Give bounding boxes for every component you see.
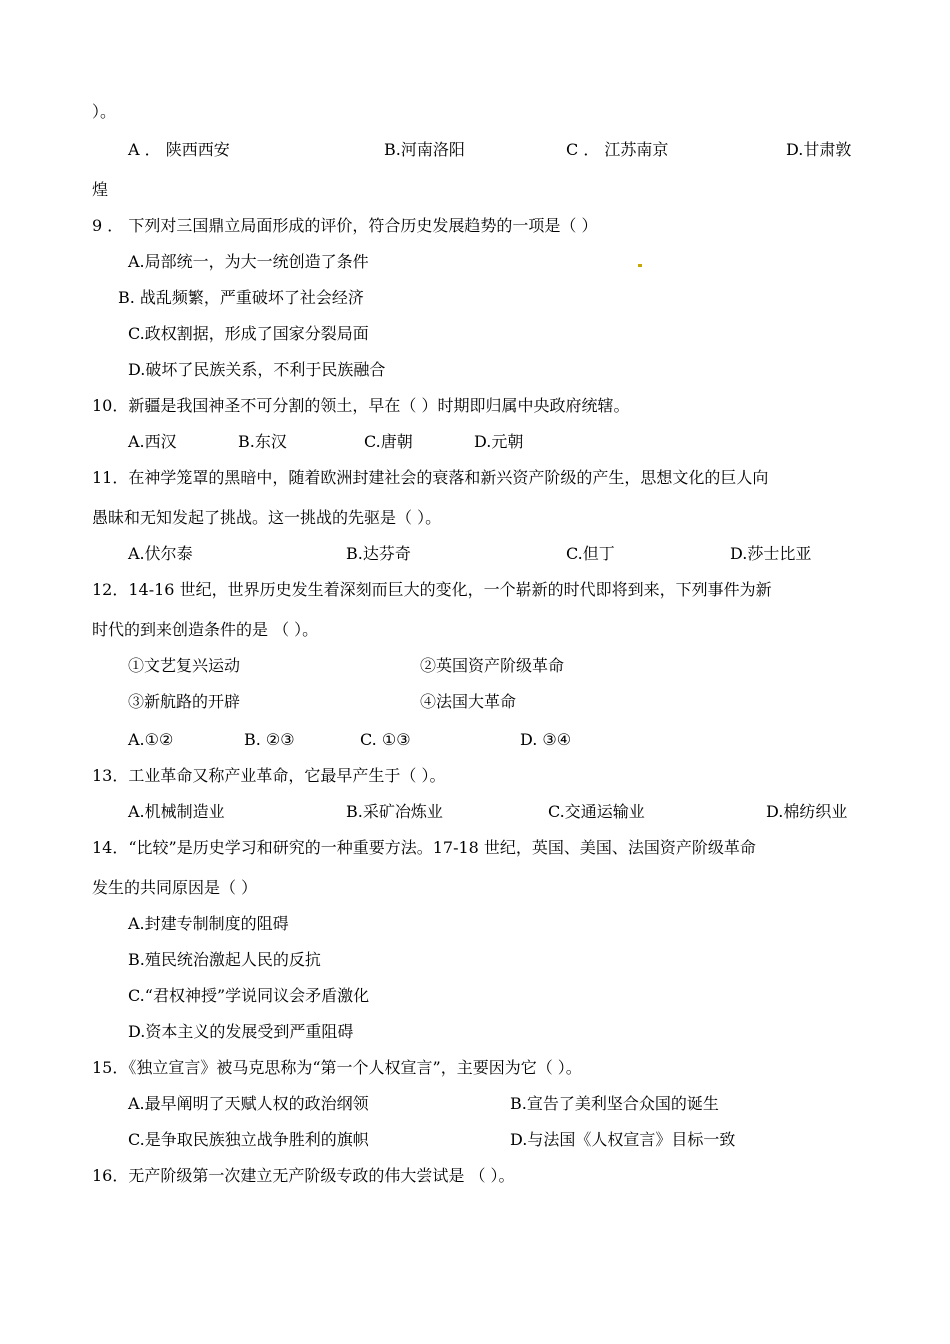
event-1: ①文艺复兴运动 <box>128 656 241 675</box>
question-14-cont: 发生的共同原因是（ ） <box>92 878 258 897</box>
option-b: B.达芬奇 <box>346 544 411 563</box>
option-a: A.封建专制制度的阻碍 <box>128 914 289 933</box>
option-a: A ． 陕西西安 <box>128 140 230 159</box>
option-b: B. 战乱频繁，严重破坏了社会经济 <box>118 288 364 307</box>
option-a: A.西汉 <box>128 432 177 451</box>
option-b: B.采矿冶炼业 <box>346 802 443 821</box>
question-11-cont: 愚昧和无知发起了挑战。这一挑战的先驱是（ ）。 <box>92 508 442 527</box>
option-c: C ． 江苏南京 <box>566 140 669 159</box>
event-2: ②英国资产阶级革命 <box>420 656 565 675</box>
question-9: 9 ． 下列对三国鼎立局面形成的评价，符合历史发展趋势的一项是（ ） <box>92 216 598 235</box>
option-a: A.最早阐明了天赋人权的政治纲领 <box>128 1094 369 1113</box>
option-c: C.是争取民族独立战争胜利的旗帜 <box>128 1130 369 1149</box>
option-c: C. ①③ <box>360 730 411 749</box>
option-d: D.莎士比亚 <box>730 544 812 563</box>
option-c: C.交通运输业 <box>548 802 645 821</box>
question-10: 10．新疆是我国神圣不可分割的领土，早在（ ）时期即归属中央政府统辖。 <box>92 396 630 415</box>
option-b: B.东汉 <box>238 432 287 451</box>
question-16: 16．无产阶级第一次建立无产阶级专政的伟大尝试是 （ ）。 <box>92 1166 515 1185</box>
question-11: 11．在神学笼罩的黑暗中，随着欧洲封建社会的衰落和新兴资产阶级的产生，思想文化的巨人向 <box>92 468 769 487</box>
question-15: 15．《独立宣言》被马克思称为“第一个人权宣言”，主要因为它（ ）。 <box>92 1058 582 1077</box>
option-a: A.局部统一，为大一统创造了条件 <box>128 252 369 271</box>
text-line: 煌 <box>92 180 109 199</box>
event-4: ④法国大革命 <box>420 692 517 711</box>
option-d: D.棉纺织业 <box>766 802 848 821</box>
option-b: B.河南洛阳 <box>384 140 465 159</box>
option-a: A.①② <box>128 730 174 749</box>
question-12-cont: 时代的到来创造条件的是 （ ）。 <box>92 620 319 639</box>
text-line: ）。 <box>92 102 117 121</box>
option-c: C.唐朝 <box>364 432 413 451</box>
question-13: 13．工业革命又称产业革命，它最早产生于（ ）。 <box>92 766 446 785</box>
option-d: D.元朝 <box>474 432 524 451</box>
option-d: D. ③④ <box>520 730 572 749</box>
option-d: D.甘肃敦 <box>786 140 852 159</box>
event-3: ③新航路的开辟 <box>128 692 241 711</box>
question-12: 12．14-16 世纪，世界历史发生着深刻而巨大的变化，一个崭新的时代即将到来，下列事件为新 <box>92 580 772 599</box>
stray-mark <box>638 264 642 267</box>
option-d: D.资本主义的发展受到严重阻碍 <box>128 1022 354 1041</box>
option-a: A.伏尔泰 <box>128 544 193 563</box>
option-d: D.与法国《人权宣言》目标一致 <box>510 1130 736 1149</box>
option-c: C.“君权神授”学说同议会矛盾激化 <box>128 986 370 1005</box>
option-d: D.破坏了民族关系，不利于民族融合 <box>128 360 386 379</box>
option-b: B. ②③ <box>244 730 295 749</box>
option-a: A.机械制造业 <box>128 802 225 821</box>
option-c: C.政权割据，形成了国家分裂局面 <box>128 324 369 343</box>
question-14: 14．“比较”是历史学习和研究的一种重要方法。17-18 世纪，英国、美国、法国资产阶级革命 <box>92 838 756 857</box>
option-b: B.宣告了美利坚合众国的诞生 <box>510 1094 719 1113</box>
option-b: B.殖民统治激起人民的反抗 <box>128 950 321 969</box>
option-c: C.但丁 <box>566 544 615 563</box>
